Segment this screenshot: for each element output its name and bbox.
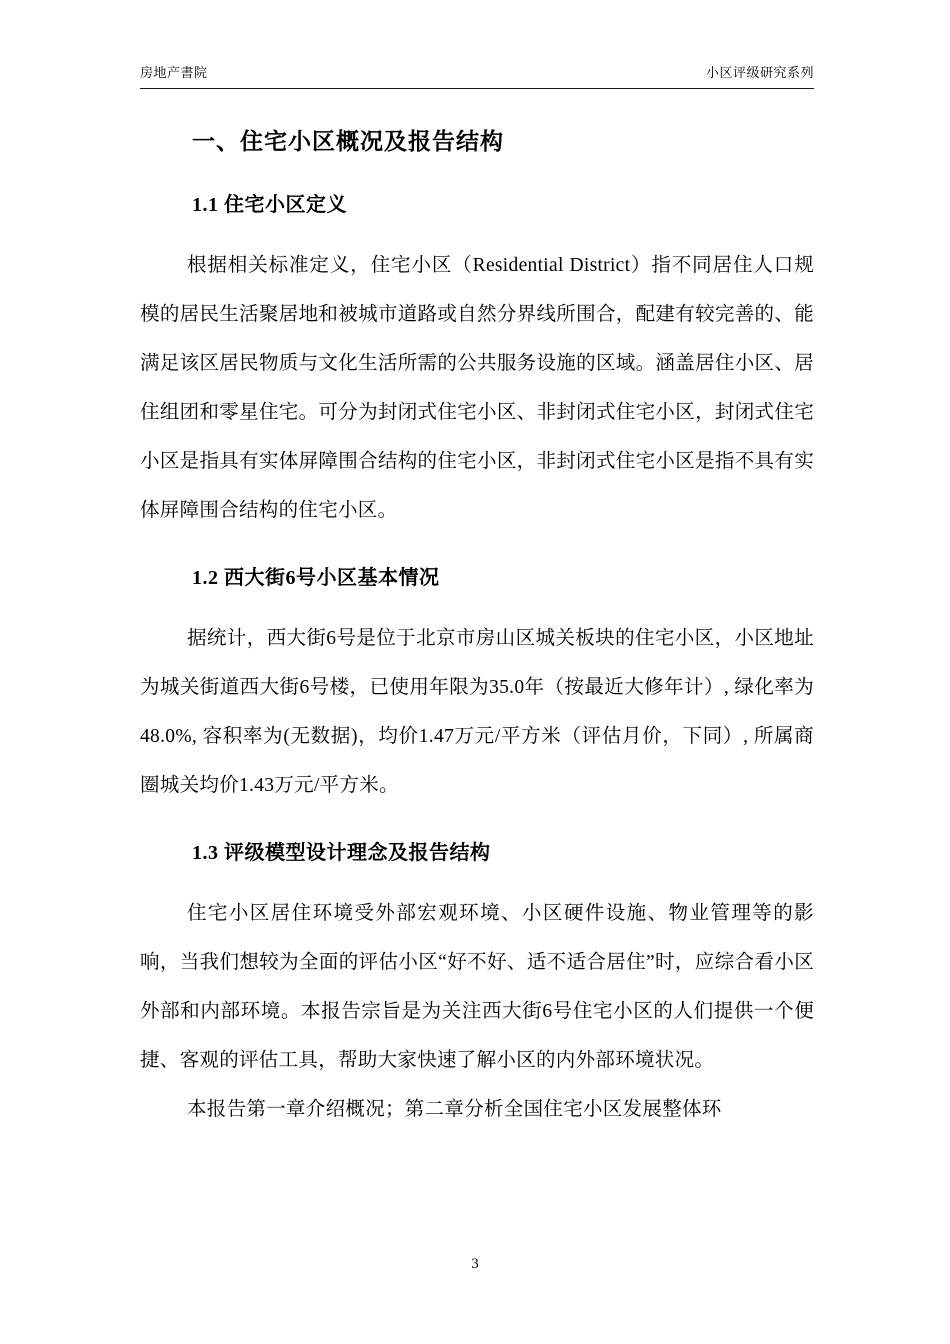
page-footer xyxy=(0,1256,950,1273)
page-number: 3 xyxy=(471,1256,479,1272)
page-header xyxy=(140,62,814,89)
header-right-text: 小区评级研究系列 xyxy=(705,65,814,80)
section-1-1-title: 1.1 住宅小区定义 xyxy=(192,194,347,216)
chapter-title: 一、住宅小区概况及报告结构 xyxy=(192,129,504,154)
document-body xyxy=(140,110,814,1134)
section-1-2-title: 1.2 西大街6号小区基本情况 xyxy=(192,567,440,589)
header-left-text: 房地产書院 xyxy=(140,65,208,80)
section-1-3-title: 1.3 评级模型设计理念及报告结构 xyxy=(192,842,491,864)
section-1-1-paragraph: 根据相关标准定义，住宅小区（Residential District）指不同居住人口规模的居民生活聚居地和被城市道路或自然分界线所围合，配建有较完善的、能满足该区居民物质与文化生活所需的公共服务设施的区域。涵盖居住小区、居住组团和零星住宅。可分为封闭式住宅小区、非封闭式住宅小区，封闭式住宅小区是指具有实体屏障围合结构的住宅小区，非封闭式住宅小区是指不具有实体屏障围合结构的住宅小区。 xyxy=(140,255,814,521)
section-1-3-paragraph-2: 本报告第一章介绍概况；第二章分析全国住宅小区发展整体环 xyxy=(187,1099,722,1120)
section-1-3-paragraph-1: 住宅小区居住环境受外部宏观环境、小区硬件设施、物业管理等的影响，当我们想较为全面的评估小区“好不好、适不适合居住”时，应综合看小区外部和内部环境。本报告宗旨是为关注西大街6号住宅小区的人们提供一个便捷、客观的评估工具，帮助大家快速了解小区的内外部环境状况。 xyxy=(140,903,814,1071)
section-1-2-paragraph: 据统计，西大街6号是位于北京市房山区城关板块的住宅小区，小区地址为城关街道西大街6号楼，已使用年限为35.0年（按最近大修年计）, 绿化率为48.0%, 容积率为(无数据)，均价1.47万元/平方米（评估月价，下同）, 所属商圈城关均价1.43万元/平方米。 xyxy=(140,628,814,796)
